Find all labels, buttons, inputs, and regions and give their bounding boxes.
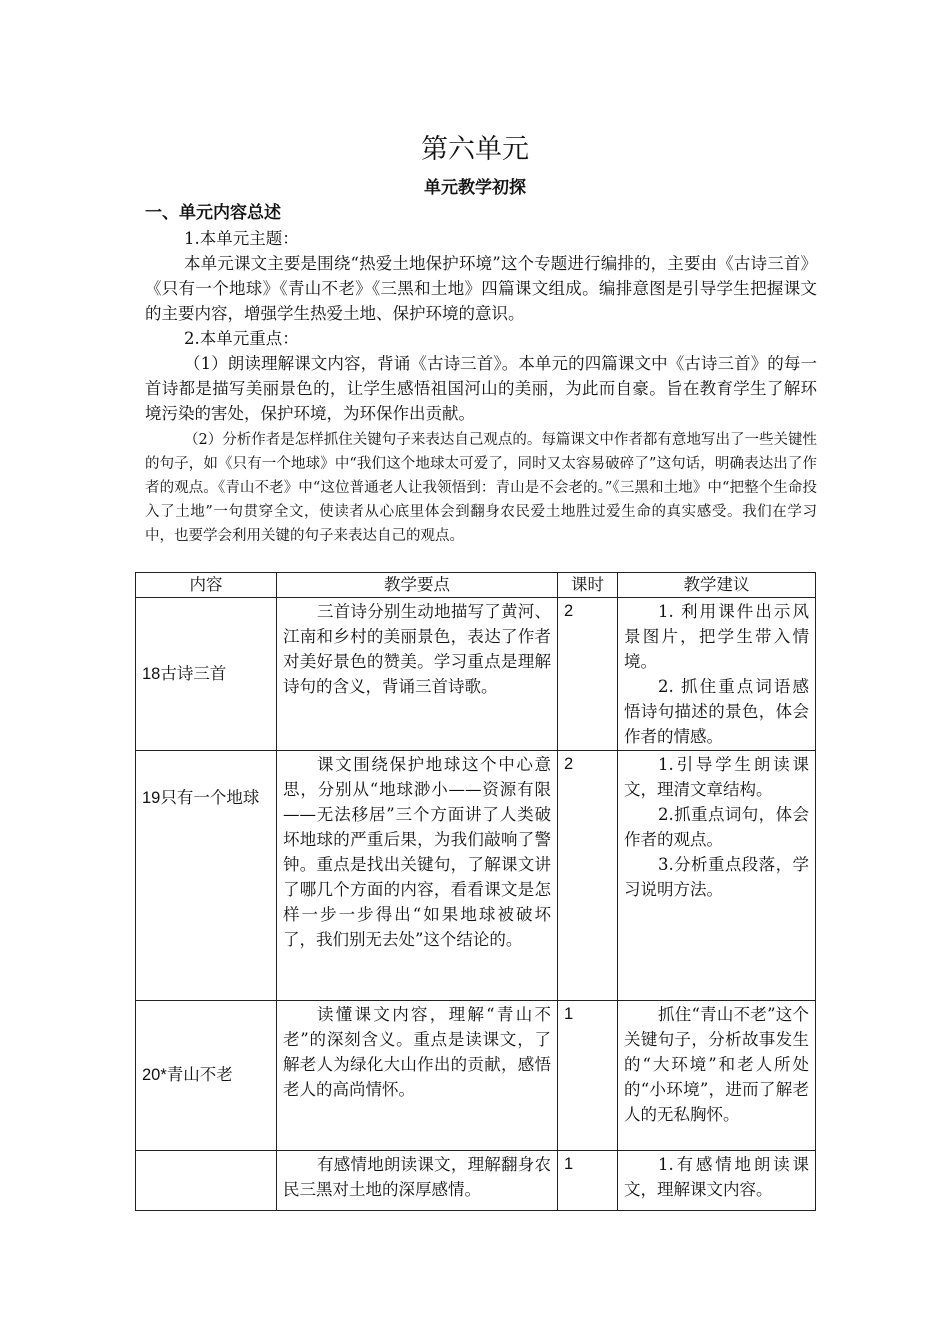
section-heading: 一、单元内容总述 [145, 203, 281, 223]
header-hours: 课时 [558, 573, 618, 598]
row-points: 有感情地朗读课文，理解翻身农民三黑对土地的深厚感情。 [283, 1155, 551, 1199]
page-title: 第六单元 [421, 134, 529, 165]
table-row [136, 1151, 816, 1211]
row-points: 三首诗分别生动地描写了黄河、江南和乡村的美丽景色，表达了作者对美好景色的赞美。学习重点是理解诗句的含义，背诵三首诗歌。 [283, 602, 551, 696]
row-hours: 2 [558, 751, 618, 1001]
focus-paragraph-1: （1）朗读理解课文内容，背诵《古诗三首》。本单元的四篇课文中《古诗三首》的每一首诗都是描写美丽景色的，让学生感悟祖国河山的美丽，为此而自豪。旨在教育学生了解环境污染的害处，保护环境，为环保作出贡献。 [145, 354, 817, 423]
header-content: 内容 [136, 573, 277, 598]
row-content: 20*青山不老 [136, 1001, 277, 1151]
table-header-row [136, 573, 816, 598]
row-content: 18古诗三首 [136, 598, 277, 751]
row-advice-item: 1. 利用课件出示风景图片，把学生带入情境。 [624, 602, 809, 671]
row-points: 读懂课文内容，理解“青山不老”的深刻含义。重点是读课文，了解老人为绿化大山作出的贡献，感悟老人的高尚情怀。 [283, 1005, 551, 1099]
row-hours: 2 [558, 598, 618, 751]
row-hours: 1 [558, 1001, 618, 1151]
focus-label: 2.本单元重点： [184, 329, 299, 348]
row-content: 19只有一个地球 [136, 751, 277, 1001]
row-advice-item: 1.引导学生朗读课文，理清文章结构。 [624, 755, 809, 799]
row-points: 课文围绕保护地球这个中心意思，分别从“地球渺小——资源有限——无法移居”三个方面讲了人类破坏地球的严重后果，为我们敲响了警钟。重点是找出关键句，了解课文讲了哪几个方面的内容，看看课文是怎样一步一步得出“如果地球被破坏了，我们别无去处”这个结论的。 [283, 755, 551, 949]
theme-label: 1.本单元主题： [184, 229, 299, 248]
table-row [136, 598, 816, 751]
theme-paragraph: 本单元课文主要是围绕“热爱土地保护环境”这个专题进行编排的，主要由《古诗三首》《只有一个地球》《青山不老》《三黑和土地》四篇课文组成。编排意图是引导学生把握课文的主要内容，增强学生热爱土地、保护环境的意识。 [145, 254, 817, 323]
row-advice-item: 3.分析重点段落，学习说明方法。 [624, 855, 809, 899]
table-row [136, 751, 816, 1001]
unit-plan-table [135, 572, 816, 1211]
table-row [136, 1001, 816, 1151]
row-hours: 1 [558, 1151, 618, 1211]
row-content [136, 1151, 277, 1211]
row-advice-item: 2. 抓住重点词语感悟诗句描述的景色，体会作者的情感。 [624, 677, 809, 746]
row-advice-item: 抓住“青山不老”这个关键句子，分析故事发生的“大环境”和老人所处的“小环境”，进而了解老人的无私胸怀。 [624, 1005, 809, 1124]
row-advice-item: 1.有感情地朗读课文，理解课文内容。 [624, 1155, 809, 1199]
page-subtitle: 单元教学初探 [424, 178, 526, 198]
row-advice-item: 2.抓重点词句，体会作者的观点。 [624, 805, 809, 849]
header-points: 教学要点 [277, 573, 558, 598]
header-advice: 教学建议 [618, 573, 816, 598]
focus-paragraph-2: （2）分析作者是怎样抓住关键句子来表达自己观点的。每篇课文中作者都有意地写出了一些关键性的句子，如《只有一个地球》中“我们这个地球太可爱了，同时又太容易破碎了”这句话，明确表达出了作者的观点。《青山不老》中“这位普通老人让我领悟到：青山是不会老的。”《三黑和土地》中“把整个生命投入了土地”一句贯穿全文，使读者从心底里体会到翻身农民爱土地胜过爱生命的真实感受。我们在学习中，也要学会利用关键的句子来表达自己的观点。 [145, 432, 817, 544]
